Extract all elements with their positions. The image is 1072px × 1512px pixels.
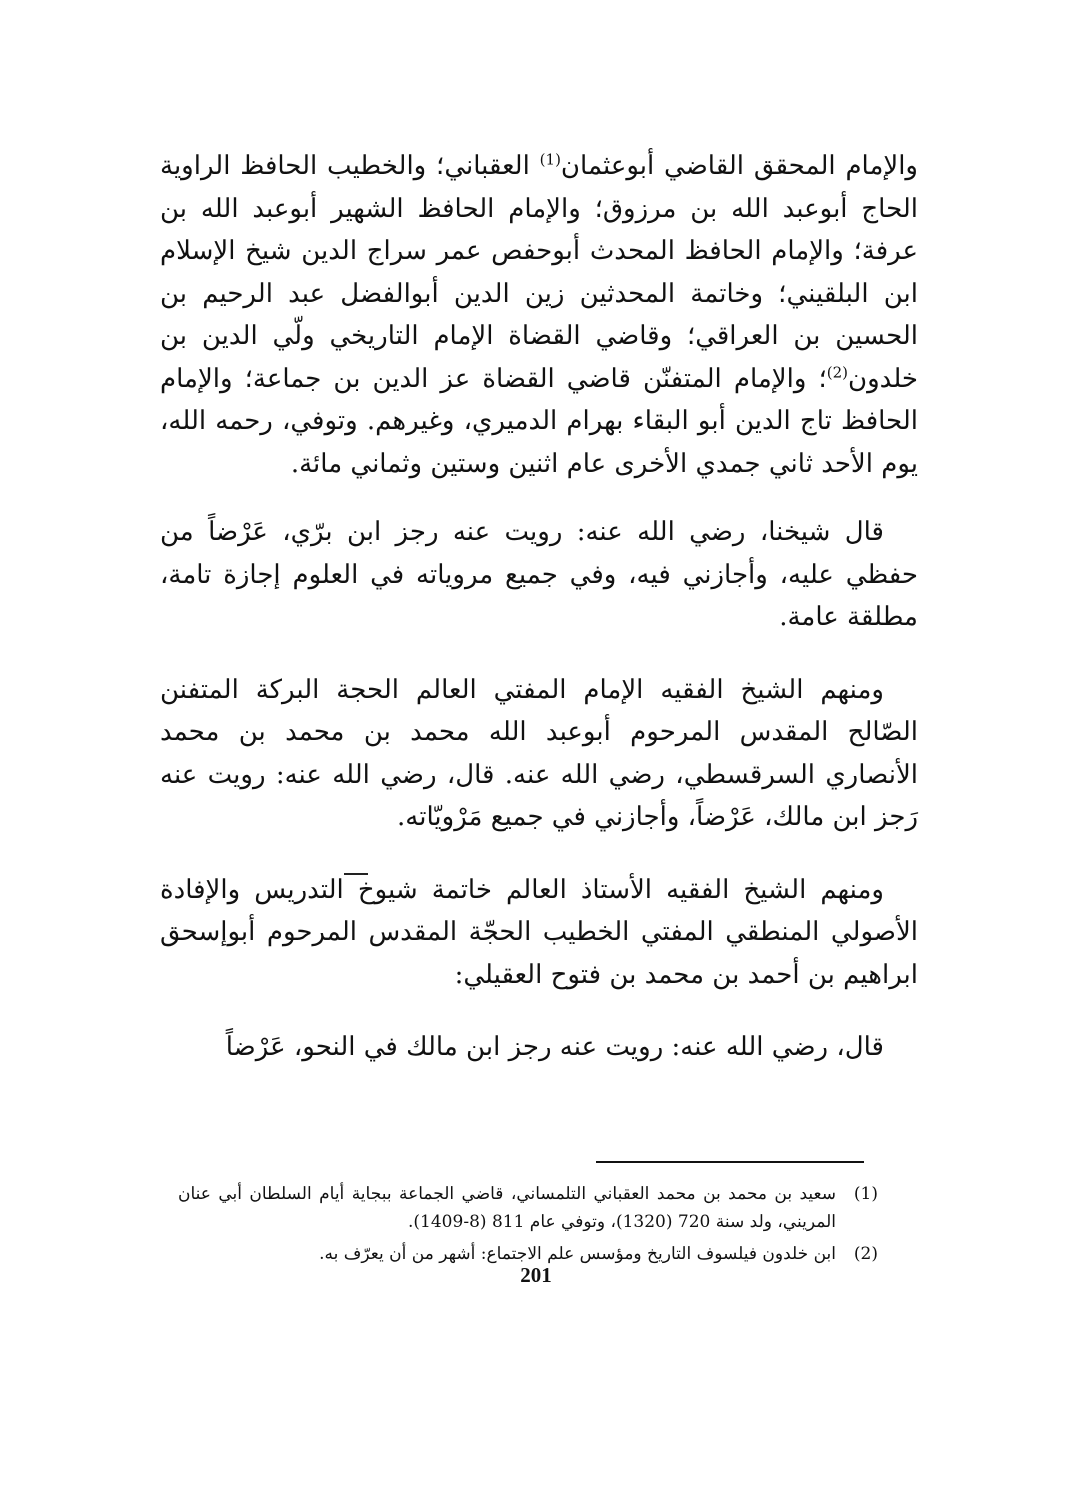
footnote-2-number: (2) <box>853 1244 878 1264</box>
paragraph-1-part-b: العقباني؛ والخطيب الحافظ الراوية الحاج أبوعبد الله بن مرزوق؛ والإمام الحافظ الشهير أبوعبد الله بن عرفة؛ والإمام الحافظ المحدث أبوحفص عمر سراج الدين شيخ الإسلام ابن البلقيني؛ وخاتمة المحدثين زين الدين أبوالفضل عبد الرحيم بن الحسين بن العراقي؛ وقاضي القضاة الإمام التاريخي ولّي الدين بن خلدون <box>160 151 918 394</box>
footnote-1-number: (1) <box>853 1184 878 1204</box>
paragraph-2: قال شيخنا، رضي الله عنه: رويت عنه رجز ابن برّي، عَرْضاً من حفظي عليه، وأجازني فيه، وفي جميع مروياته في العلوم إجازة تامة، مطلقة عامة. <box>160 517 918 632</box>
paragraph-3: ومنهم الشيخ الفقيه الإمام المفتي العالم الحجة البركة المتفنن الصّالح المقدس المرحوم أبوعبد الله محمد بن محمد بن محمد الأنصاري السرقسطي، رضي الله عنه. قال، رضي الله عنه: رويت عنه رَجز ابن مالك، عَرْضاً، وأجازني في جميع مَرْويّاته. <box>160 674 918 832</box>
paragraph-1 <box>160 145 918 485</box>
footnote-divider <box>596 1161 864 1163</box>
footnotes <box>178 1180 878 1272</box>
footnote-2-text: ابن خلدون فيلسوف التاريخ ومؤسس علم الاجتماع: أشهر من أن يعرّف به. <box>319 1244 836 1264</box>
paragraph-4: ومنهم الشيخ الفقيه الأستاذ العالم خاتمة شيوخ التدريس والإفادة الأصولي المنطقي المفتي الخطيب الحجّة المقدس المرحوم أبوإسحق ابراهيم بن أحمد بن محمد بن فتوح العقيلي: <box>160 874 918 990</box>
scan-mark <box>344 873 368 875</box>
paragraph-1-part-a: والإمام المحقق القاضي أبوعثمان <box>560 151 918 181</box>
main-text <box>160 145 918 1069</box>
footnote-1 <box>178 1180 878 1236</box>
paragraph-1-part-c: ؛ والإمام المتفنّن قاضي القضاة عز الدين بن جماعة؛ والإمام الحافظ تاج الدين أبو البقاء بهرام الدميري، وغيرهم. وتوفي، رحمه الله، يوم الأحد ثاني جمدي الأخرى عام اثنين وستين وثماني مائة. <box>160 363 918 479</box>
footnote-1-text: سعيد بن محمد بن محمد العقباني التلمساني، قاضي الجماعة ببجاية أيام السلطان أبي عنان المريني، ولد سنة 720 (1320)، وتوفي عام 811 (8-1409). <box>178 1184 836 1232</box>
paragraph-5: قال، رضي الله عنه: رويت عنه رجز ابن مالك في النحو، عَرْضاً <box>225 1032 884 1062</box>
page-number: 201 <box>520 1263 552 1287</box>
footnote-ref-1: (1) <box>539 150 561 169</box>
footnote-ref-2: (2) <box>826 362 849 381</box>
